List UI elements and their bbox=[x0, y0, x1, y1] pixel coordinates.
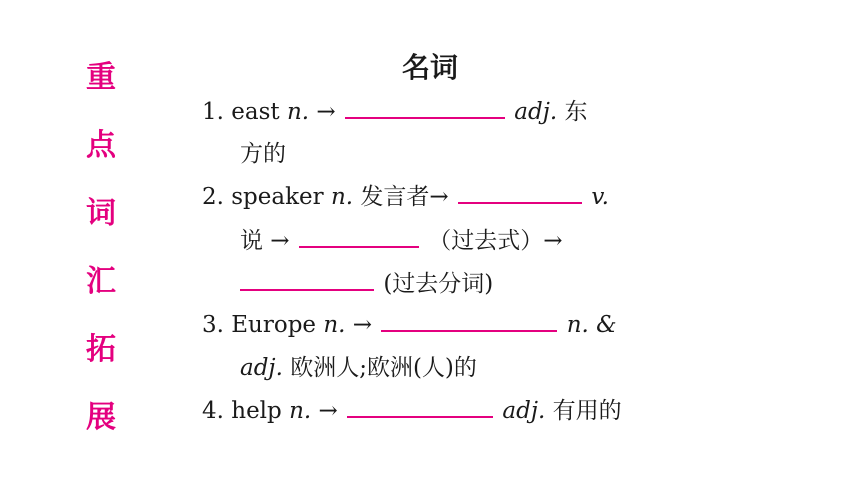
item-4-tail: 有用的 bbox=[552, 398, 622, 424]
item-2-blank-verb[interactable] bbox=[458, 202, 582, 204]
item-2-line-2 bbox=[240, 225, 563, 257]
section-heading: 名词 bbox=[401, 51, 458, 84]
item-1-tail: 东 bbox=[564, 99, 588, 125]
item-4-arrow: → bbox=[318, 398, 338, 424]
item-2-pos: n. bbox=[330, 184, 354, 210]
item-2-number-word: 2. speaker bbox=[202, 184, 324, 210]
item-3-line-2 bbox=[240, 352, 477, 384]
item-2-line-2-start: 说 → bbox=[240, 228, 290, 254]
item-1-pos: n. bbox=[286, 99, 310, 125]
item-2-blank-participle[interactable] bbox=[240, 289, 374, 291]
item-3-line-2-pos: adj. bbox=[240, 355, 283, 381]
item-3-arrow: → bbox=[352, 312, 373, 338]
item-2-line-2-tail: （过去式）→ bbox=[428, 228, 563, 254]
item-4-line-1 bbox=[202, 395, 622, 427]
side-title-char: 重 bbox=[86, 60, 116, 95]
item-1-pos2: adj. bbox=[514, 99, 558, 125]
side-title-char: 点 bbox=[86, 128, 116, 163]
item-2-pos2: v. bbox=[591, 184, 609, 210]
item-4-blank[interactable] bbox=[347, 416, 493, 418]
item-3-pos2: n. & bbox=[566, 312, 617, 338]
item-2-line-1 bbox=[202, 181, 609, 213]
item-3-line-2-tail: 欧洲人;欧洲(人)的 bbox=[290, 355, 477, 381]
item-3-line-1 bbox=[202, 309, 617, 341]
side-title-char: 拓 bbox=[86, 332, 116, 367]
item-1-line-1 bbox=[202, 96, 587, 128]
item-1-arrow: → bbox=[316, 99, 336, 125]
item-1-number-word: 1. east bbox=[202, 99, 280, 125]
item-4-pos: n. bbox=[289, 398, 312, 424]
item-2-line-3 bbox=[238, 268, 493, 300]
item-1-blank[interactable] bbox=[345, 117, 505, 119]
item-3-pos: n. bbox=[323, 312, 346, 338]
item-2-middle: 发言者→ bbox=[360, 184, 449, 210]
side-title-char: 汇 bbox=[86, 264, 116, 299]
item-1-continuation: 方的 bbox=[240, 141, 286, 167]
item-3-blank[interactable] bbox=[381, 330, 557, 332]
item-3-number-word: 3. Europe bbox=[202, 312, 317, 338]
item-4-number-word: 4. help bbox=[202, 398, 282, 424]
item-1-line-2 bbox=[240, 138, 286, 170]
item-2-blank-past[interactable] bbox=[299, 246, 419, 248]
item-4-pos2: adj. bbox=[502, 398, 546, 424]
item-2-line-3-tail: (过去分词) bbox=[383, 271, 494, 297]
side-title bbox=[78, 58, 124, 466]
side-title-char: 展 bbox=[86, 400, 116, 435]
side-title-char: 词 bbox=[86, 196, 116, 231]
